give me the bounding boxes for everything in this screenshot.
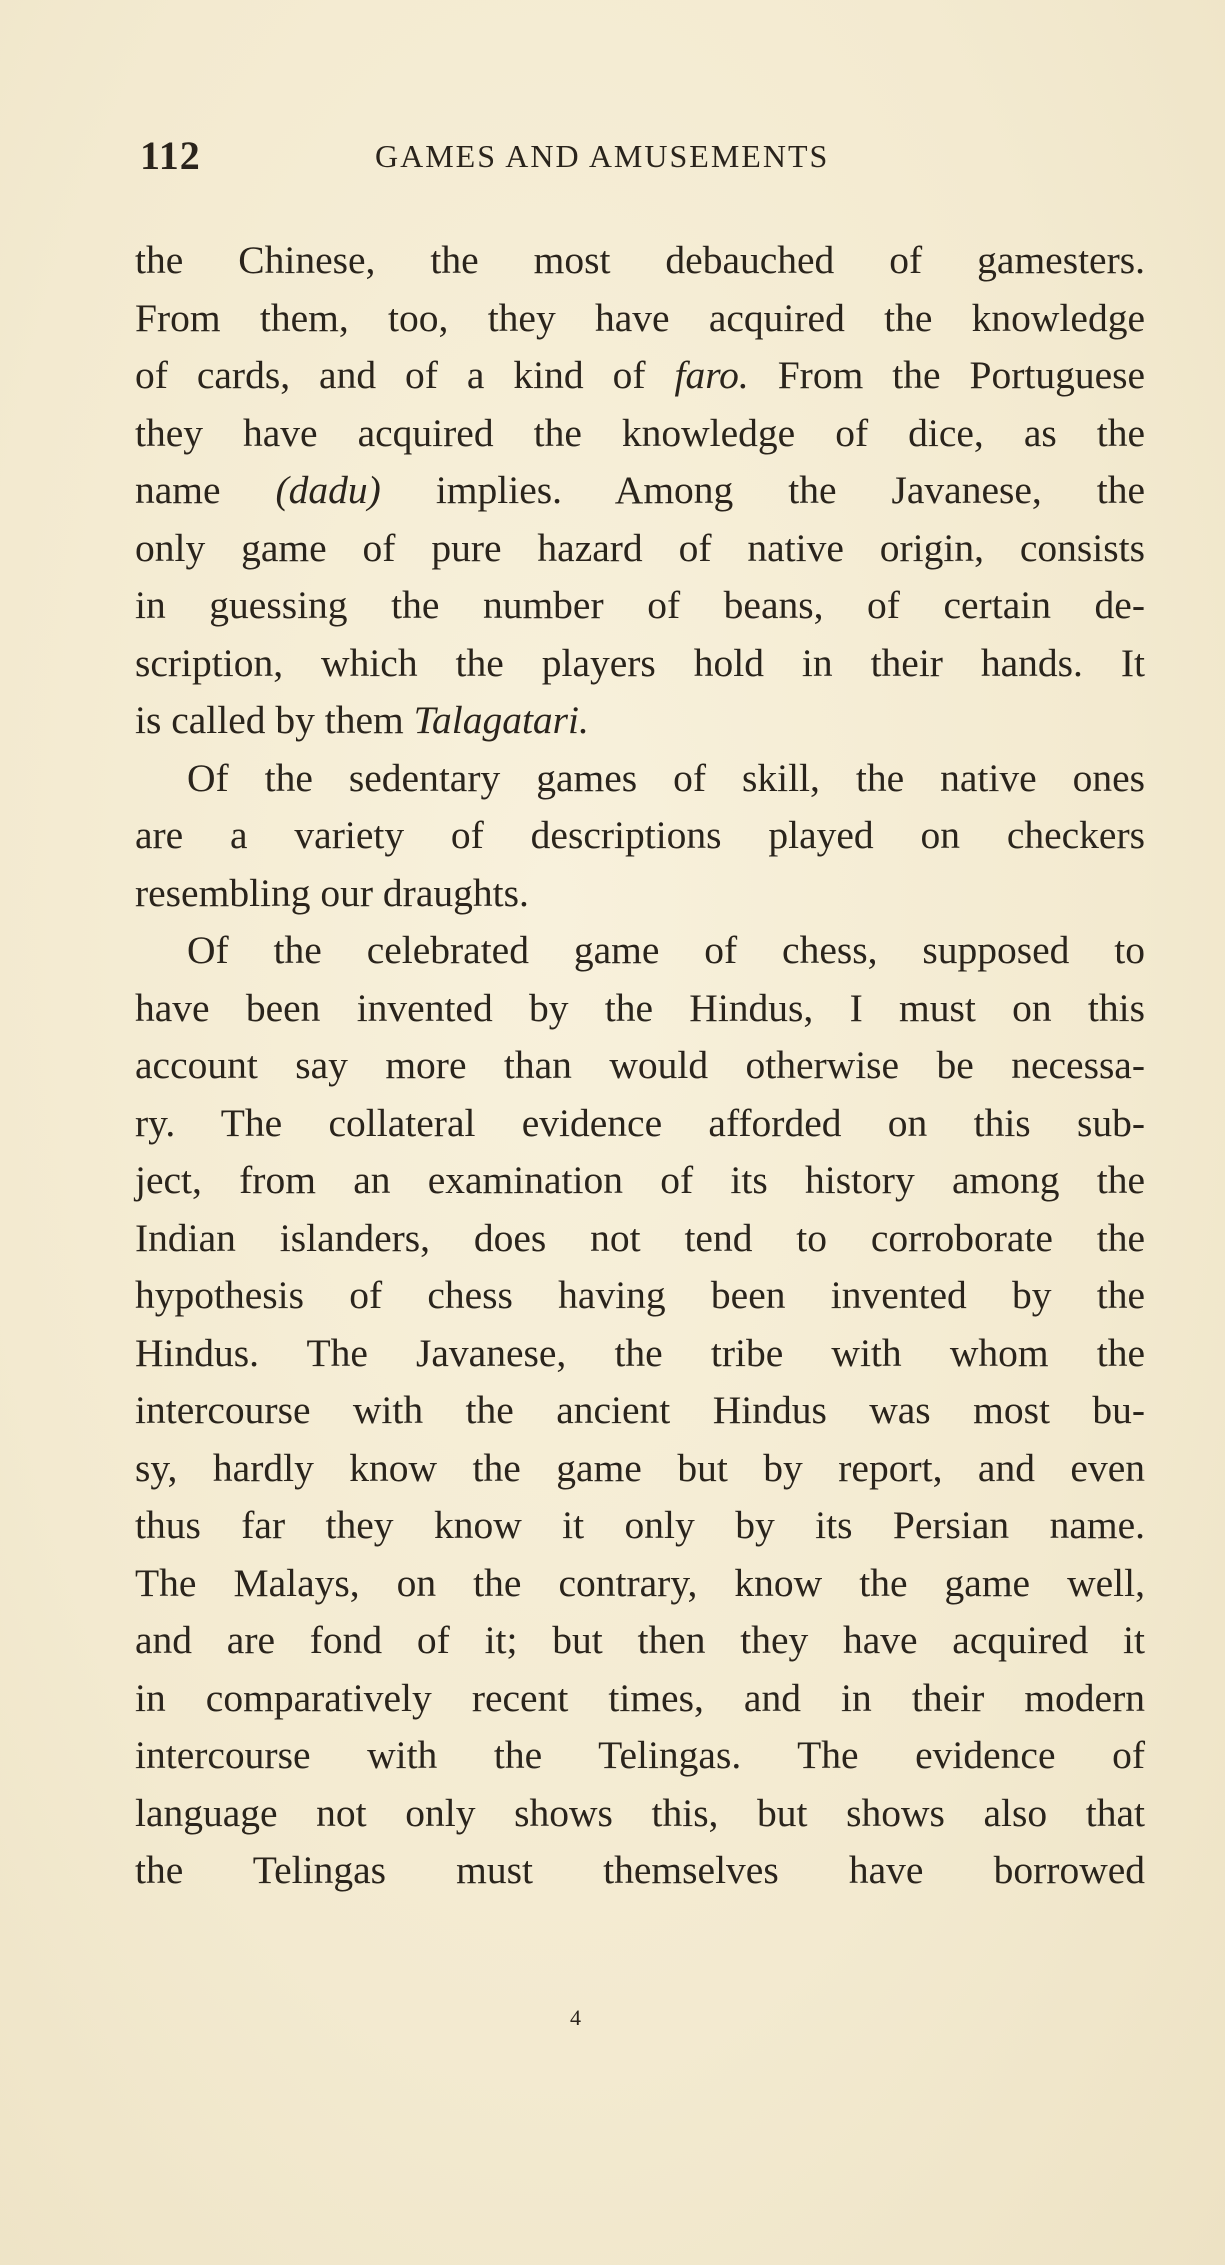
text-fragment: of cards, and of a kind of xyxy=(135,353,646,397)
text-line: Hindus. The Javanese, the tribe with whom the xyxy=(135,1330,1145,1375)
text-line: language not only shows this, but shows also that xyxy=(135,1790,1145,1835)
text-line: are a variety of descriptions played on checkers xyxy=(135,813,1145,857)
text-line: hypothesis of chess having been invented by the xyxy=(135,1273,1145,1317)
text-line: they have acquired the knowledge of dice, as the xyxy=(135,410,1145,455)
text-line: account say more than would otherwise be necessa- xyxy=(135,1043,1145,1087)
running-title: GAMES AND AMUSEMENTS xyxy=(375,138,830,174)
text-line: thus far they know it only by its Persian name. xyxy=(135,1503,1145,1547)
italic-term-faro: faro. xyxy=(674,353,749,397)
text-line: intercourse with the ancient Hindus was most bu- xyxy=(135,1388,1145,1432)
text-line: Of the sedentary games of skill, the native ones xyxy=(187,755,1145,800)
page-number: 112 xyxy=(140,133,201,178)
text-line: ry. The collateral evidence afforded on this sub- xyxy=(135,1100,1145,1145)
text-line: Of the celebrated game of chess, supposed to xyxy=(187,928,1145,972)
text-line: sy, hardly know the game but by report, and even xyxy=(135,1445,1145,1490)
text-fragment: implies. Among the Javanese, the xyxy=(435,468,1146,512)
text-line: in comparatively recent times, and in their modern xyxy=(135,1675,1145,1720)
text-line: the Chinese, the most debauched of gamesters. xyxy=(135,238,1145,282)
text-line: From them, too, they have acquired the knowledge xyxy=(135,295,1145,340)
text-line: ject, from an examination of its history among the xyxy=(135,1158,1145,1202)
text-line: have been invented by the Hindus, I must on this xyxy=(135,985,1145,1030)
text-line: and are fond of it; but then they have acquired it xyxy=(135,1618,1145,1662)
signature-mark: 4 xyxy=(570,2005,581,2030)
text-line: the Telingas must themselves have borrowed xyxy=(135,1848,1145,1892)
text-line: in guessing the number of beans, of certain de- xyxy=(135,583,1145,627)
text-fragment: name xyxy=(135,468,221,512)
italic-term-dadu: (dadu) xyxy=(275,468,381,512)
text-line: resembling our draughts. xyxy=(135,870,529,915)
text-line: only game of pure hazard of native origin, consists xyxy=(135,525,1145,570)
text-line: The Malays, on the contrary, know the game well, xyxy=(135,1560,1145,1605)
text-line: scription, which the players hold in their hands. It xyxy=(135,640,1145,685)
running-head xyxy=(140,132,1140,192)
text-line: intercourse with the Telingas. The evidence of xyxy=(135,1733,1145,1777)
italic-term-talagatari: Talagatari. xyxy=(413,698,589,742)
text-fragment: From the Portuguese xyxy=(777,353,1146,397)
text-line: Indian islanders, does not tend to corroborate the xyxy=(135,1215,1145,1260)
text-line xyxy=(135,692,1145,750)
text-line xyxy=(135,347,1145,405)
body-text xyxy=(135,232,1145,1900)
text-fragment: is called by them xyxy=(135,698,404,742)
text-line xyxy=(135,462,1145,520)
